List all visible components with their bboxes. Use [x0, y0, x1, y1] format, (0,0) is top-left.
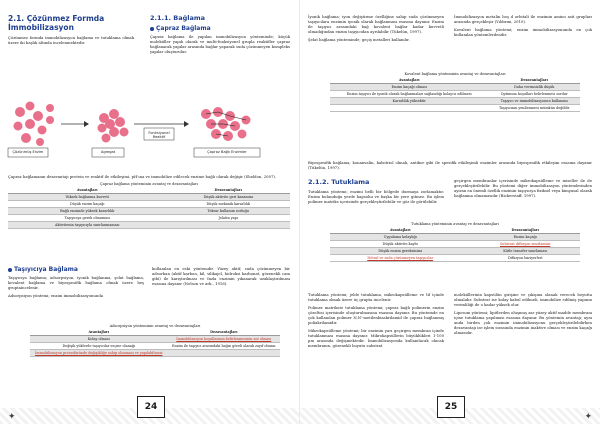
microcapsule-body: Mikrokapsülleme yöntemi; bir enzimin yarı geçirgen membran içinde tutuklanması esasına dayanır. Mikrokapsüllerin büyüklükleri 1-100 µm arasında değişmektedir. İmmobilizasyonda kullanılacak olacak membranın, gözenekli boyutu substrat	[308, 328, 444, 348]
left-fullwidth	[8, 174, 290, 229]
table-cell: Enzim taşıyıcı ile iyonik olarak bağlanmaları sağlandığı kolayca edilmesi	[330, 91, 488, 98]
table3	[330, 77, 580, 112]
table-cell	[168, 350, 280, 357]
corner-mark-icon: ✦	[584, 412, 592, 422]
metal-body: İmmobilizasyon metalin boş d orbitali ile enzimin amino asit grupları arasında gerçekleşir (Yıldırım, 2010).	[454, 14, 592, 24]
right-col2-mid	[454, 178, 592, 201]
bullet-icon	[8, 268, 12, 272]
table-cell: Düşük aktivite kaybı	[330, 241, 470, 248]
table-cell: Jelatin yapı	[166, 215, 290, 222]
right-col1	[308, 14, 444, 45]
table-cell: Düşük enzim kaçağı	[8, 201, 166, 208]
table1	[8, 187, 290, 229]
page-number: 24	[137, 396, 165, 418]
figure-label-enzyme: Çözünmüş Enzim	[12, 150, 44, 154]
left-col2-bottom	[152, 266, 290, 289]
covalent-body: Kovalent bağlama yöntemi; enzim immobilizasyonunda en çok kullanılan yöntemlerdendir.	[454, 27, 592, 37]
subsection-title: 2.1.1. Bağlama	[150, 14, 206, 22]
right-col2	[454, 14, 592, 40]
right-col1-mid	[308, 178, 444, 207]
liposome-body: Liposom yöntemi; lipitlerden oluşmuş zar yüzey aktif madde membranı içine tutuklama yapılması esasına dayanır. Bu yöntemin avantajı; aynı anda birden çok enzimin immobilizasyonu gerçekleştirilebilirken dezavantajı ise işlem sırasında enzimin inaktive olması ve enzim kaçağı olmasıdır.	[454, 310, 592, 335]
table4-caption: Tutuklama yönteminin avantaj ve dezavantajları	[411, 222, 499, 226]
table-cell: Enzim kaçağı	[470, 234, 580, 241]
table2-block	[30, 324, 280, 357]
left-col1-bottom	[8, 266, 144, 301]
section-intro: Çözünmez formda immobilizasyon bağlama ve tutuklama olmak üzere iki başlık altında incelenmektedir.	[8, 35, 134, 45]
table-header: Dezavantajları	[166, 187, 290, 194]
crosslinked-cluster	[201, 107, 251, 141]
table-cell: Yüksek bağlanma kuvveti	[8, 194, 166, 201]
table-cell	[166, 222, 290, 229]
crosslink-body: Çapraz bağlama ile yapılan immobilizasyon yönteminde; küçük moleküller yapılı olarak ve multi-fonksiyonel grupla reaktifler çapraz bağlanarak yapılar arasında bağlar yaparak suda çözünmeyen kompleks yapılar oluşturulur.	[150, 34, 290, 54]
carrier-body: Taşıyıcıya bağlama; adsorpsiyon, iyonik bağlanma, şelat bağlama, kovalent bağlama ve biyospesifik bağlama olmak üzere beş gruptaincelenir.	[8, 275, 144, 290]
table3-block	[330, 72, 580, 112]
table-cell: Düşük aktivite geri kazanımı	[166, 194, 290, 201]
right-fullwidth	[308, 160, 592, 173]
table-cell: Değişik yüklerde taşıyıcılar seçme olanağı	[30, 343, 168, 350]
aggregate-cluster	[98, 109, 129, 143]
table-cell: Difüzyon bariyerleri	[470, 255, 580, 262]
table-cell: Kütle transfer sınırlaması	[470, 248, 580, 255]
table3-caption: Kovalent bağlama yönteminin avantaj ve dezavantajları	[404, 72, 506, 76]
right-page	[300, 0, 600, 424]
page-number: 25	[437, 396, 465, 418]
right-col2-bottom	[454, 292, 592, 338]
table-header: Dezavantajları	[470, 227, 580, 234]
biospecific-body: Biyospesifik bağlama; konanvalin, kalsitriol olmalı, antikor gibi ile spesifik etkileşimli enzimler arasında biyospesifik etkileşim esasına dayanır (Tükelün, 1997).	[308, 160, 592, 170]
table-cell: İmmobilizasyon koşullarının belirlenmesinin zor olması	[168, 336, 280, 343]
table-cell: Kararlılık yüksektir	[330, 98, 488, 105]
adsorption-body: Adsorpsiyon yöntemi; enzim immobilizasyonunda	[8, 293, 104, 298]
subsubsection-title	[8, 266, 144, 273]
table-cell	[330, 105, 488, 112]
subsubsection-label: Taşıyıcıya Bağlama	[14, 266, 78, 273]
left-col2	[150, 14, 290, 57]
table-header: Avantajları	[8, 187, 166, 194]
arrow-icon	[184, 121, 189, 127]
table-cell: Kolay olması	[30, 336, 168, 343]
entrapment-body: Tutuklama yöntemi; enzimi belli bir bölgede durmaya zorlamaktır. Enzim bulunduğu yerde hapsoluı ve başka bir yere gitmez. Bu işlem polimer matriks içerisinde gerçekleştirilebilir ve göz ile görülebilir.	[308, 189, 444, 204]
table-cell: İmmobilizasyon prosedüründe değişikliğe sahip olunması ve yapılabilmesi	[30, 350, 168, 357]
entrapment-types: Tutuklama yöntemi; jelde tutuklama, mikrokapsülleme ve lif içinde tutuklama olmak üzere üç grupta incelenir.	[308, 292, 444, 302]
figure-label-reagent: Fonksiyonel Reaktif	[148, 131, 170, 139]
table-cell: Tekrar kullanım zorluğu	[166, 208, 290, 215]
right-col1-bottom	[308, 292, 444, 351]
adsorption-body-cont: kullanılan en eski yöntemdir. Yüzey aktif, suda çözünmeyen bir adsorban (aktif karbon, kil, silikajel, hidroksi karbonat, gözenekli cam gibi) ile karıştırılması ve fazla enzimin yıkanarak uzaklaştırılması esasına dayanır (Nelson ve ark., 1916).	[152, 266, 290, 286]
section-title: 2.1.2. Tutuklama	[308, 178, 370, 186]
table-cell: Taşıyıcıya gerek olmaması	[8, 215, 166, 222]
table-cell: Optimum koşulları belirlenmesi zordur	[488, 91, 580, 98]
subsubsection-title	[150, 25, 290, 32]
subsubsection-label: Çapraz Bağlama	[156, 25, 211, 32]
figure-label-aggregate: Agregat	[100, 150, 116, 154]
corner-mark-icon: ✦	[8, 412, 16, 422]
figure-caption: Çapraz bağlamanın dezavantajı protein ve reaktif ile etkileşimi, pH'ına ve immobilize edilecek enzime bağlı olarak değişir (Sheldon, 2007).	[8, 174, 277, 179]
table-header: Dezavantajları	[168, 329, 280, 336]
table2-caption: Adsorpsiyon yönteminin avantaj ve dezavantajları	[109, 324, 201, 328]
table-header: Avantajları	[30, 329, 168, 336]
microcapsule-body-cont: moleküllerinin kapsülün girişine ve çıkışına olanak verecek boyutta olmalıdır. Substrat ise kolay kabul edilmeli, immobilize edilmiş yapının verimliliği de o kadar yüksek olur.	[454, 292, 592, 307]
ionic-body: İyonik bağlama; iyon değiştirme özelliğine sahip suda çözünmeyen taşıyıcılara enzimin iyonik olarak bağlanması esasına dayanır. Enzim ile taşıyıcı arasındaki bağ kovalent bağlar kadar kuvvetli olmadığından enzim taşıyıcıdan ayrılabilir (Tükelün, 1997).	[308, 14, 444, 34]
table4	[330, 227, 580, 262]
table-cell: Substrat difüzyon sınırlaması	[470, 241, 580, 248]
table-header: Dezavantajları	[488, 77, 580, 84]
entrapment-body-cont: geçirgen membranlar içerisinde mikrokapsülleme ve miseller ile de gerçekleştirilebilir. Bu yöntemi diğer immobilizasyon yöntemlerinden ayıran en önemli özellik enzimin taşıyıcıya fiziksel veya kimyasal olarak bağlanma olmamasıdır (Bickerstaff, 1997).	[454, 178, 592, 198]
table-cell: Enzim ile taşıyıcı arasındaki bağın göreli olarak zayıf olması	[168, 343, 280, 350]
table-cell: Düşük enzim gereksinimi	[330, 248, 470, 255]
polymer-matrix-body: Polimer matrikste tutuklama yöntemi; çapraz bağlı polimerin enzim çözeltisi içerisinde oluşturulmasına esasına dayanır. Bu yöntemde en çok kullanılan polimer N,N'-metilenbisakrilamid ile çapraz bağlanmış poliakrilamidir.	[308, 305, 444, 325]
table-cell: Uygulama kolaylığı	[330, 234, 470, 241]
table1-caption: Çapraz bağlama yönteminin avantaj ve dezavantajları	[100, 182, 198, 186]
section-title: 2.1. Çözünmez Formda İmmobilizasyon	[8, 14, 105, 32]
table-cell: Bağlı enzimde yüksek kararlılık	[8, 208, 166, 215]
table-cell: Taşıyıcının yenilenmesi mümkün değildir	[488, 105, 580, 112]
free-enzyme-cluster	[14, 102, 55, 147]
table4-block	[330, 222, 580, 262]
table-cell: Düşük mekanik kararlılık	[166, 201, 290, 208]
left-col1	[8, 14, 134, 48]
figure-label-result: Çapraz Bağlı Enzimler	[207, 150, 247, 154]
bullet-icon	[150, 27, 154, 31]
table-header: Avantajları	[330, 227, 470, 234]
table2	[30, 329, 280, 357]
chelate-body: Şelat bağlama yönteminde; geçiş metalleri kullanılır.	[308, 37, 410, 42]
table-cell: Enzim kaçağı olması	[330, 84, 488, 91]
table-cell: Nötral ve suda çözünmeyen taşıyıcılar	[330, 255, 470, 262]
table-cell: Taşıyıcı ve immobilizasyonun kullanımı	[488, 98, 580, 105]
table-cell: Aktivitenin taşıyıcıyla sınırlanmaması	[8, 222, 166, 229]
table-cell: Daha verimsizlik düşük	[488, 84, 580, 91]
table-header: Avantajları	[330, 77, 488, 84]
